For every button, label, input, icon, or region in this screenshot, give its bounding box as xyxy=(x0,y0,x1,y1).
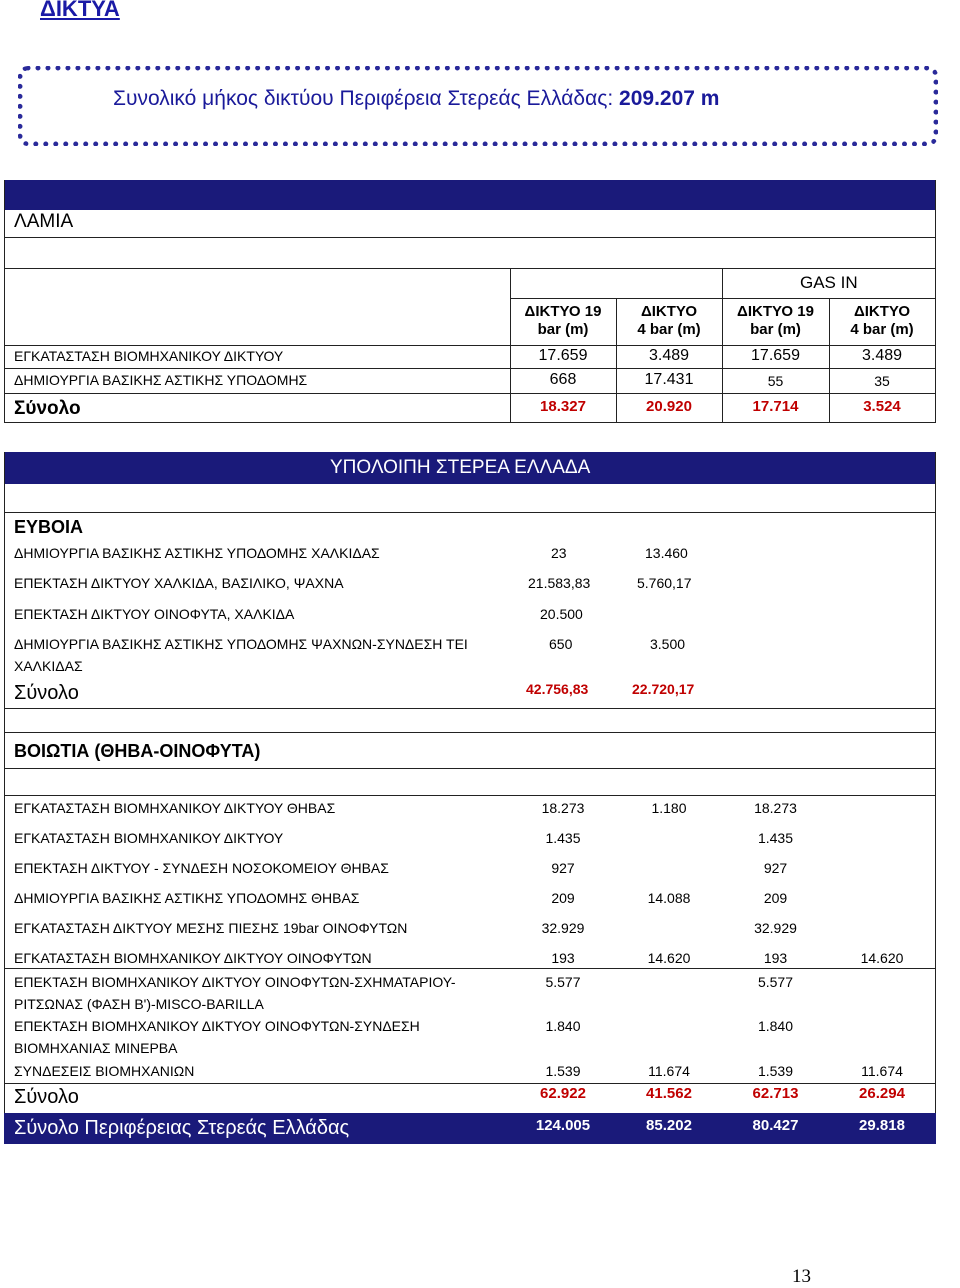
col-header: ΔΙΚΤΥΟ 4 bar (m) xyxy=(637,303,701,338)
row-value: 5.577 xyxy=(545,974,581,990)
row-value: 18.273 xyxy=(754,800,797,816)
row-value: 927 xyxy=(763,860,788,876)
row-label: ΕΠΕΚΤΑΣΗ ΒΙΟΜΗΧΑΝΙΚΟΥ ΔΙΚΤΥΟΥ ΟΙΝΟΦΥΤΩΝ-ΣΥΝΔΕΣΗ xyxy=(14,1018,420,1034)
col-header: ΔΙΚΤΥΟ 4 bar (m) xyxy=(850,303,914,338)
row-value: 1.539 xyxy=(757,1063,794,1079)
row-value: 18.273 xyxy=(541,800,585,816)
row-value: 1.840 xyxy=(545,1018,581,1034)
summary-box xyxy=(18,66,938,146)
row-value: 32.929 xyxy=(541,920,585,936)
row-value: 14.620 xyxy=(860,950,904,966)
row-label: ΕΓΚΑΤΑΣΤΑΣΗ ΔΙΚΤΥΟΥ ΜΕΣΗΣ ΠΙΕΣΗΣ 19bar ΟΙΝΟΦΥΤΩΝ xyxy=(14,920,408,936)
summary-label: Συνολικό μήκος δικτύου Περιφέρεια Στερεάς Ελλάδας: xyxy=(113,87,614,110)
row-value: 14.088 xyxy=(647,890,691,906)
row-value: 1.180 xyxy=(651,800,687,816)
row-divider xyxy=(4,968,936,969)
row-value: 193 xyxy=(551,950,575,966)
gas-in-label: GAS IN xyxy=(800,273,858,292)
page-number: 13 xyxy=(792,1266,811,1287)
row-value: 209 xyxy=(763,890,788,906)
col-header: ΔΙΚΤΥΟ 19 bar (m) xyxy=(737,303,814,338)
row-label: ΕΓΚΑΤΑΣΤΑΣΗ ΒΙΟΜΗΧΑΝΙΚΟΥ ΔΙΚΤΥΟΥ ΘΗΒΑΣ xyxy=(14,800,336,816)
row-label: ΕΓΚΑΤΑΣΤΑΣΗ ΒΙΟΜΗΧΑΝΙΚΟΥ ΔΙΚΤΥΟΥ ΟΙΝΟΦΥΤΩΝ xyxy=(14,950,372,966)
row-divider xyxy=(4,1083,936,1084)
row-label-cont: ΡΙΤΣΩΝΑΣ (ΦΑΣΗ Β')-MISCO-BARILLA xyxy=(14,996,264,1012)
row-value: 1.435 xyxy=(757,830,794,846)
page-heading: ΔΙΚΤΥΑ xyxy=(40,0,120,21)
row-value: 5.577 xyxy=(757,974,794,990)
row-value: 209 xyxy=(551,890,575,906)
summary-text xyxy=(113,87,719,111)
viotia-title: ΒΟΙΩΤΙΑ (ΘΗΒΑ-ΟΙΝΟΦΥΤΑ) xyxy=(14,741,261,761)
row-value: 1.840 xyxy=(757,1018,794,1034)
evia-title: ΕΥΒΟΙΑ xyxy=(14,517,84,537)
row-value: 1.435 xyxy=(545,830,581,846)
row-value: 32.929 xyxy=(754,920,797,936)
row-label: ΕΠΕΚΤΑΣΗ ΔΙΚΤΥΟΥ - ΣΥΝΔΕΣΗ ΝΟΣΟΚΟΜΕΙΟΥ ΘΗΒΑΣ xyxy=(14,860,389,876)
row-value: 193 xyxy=(763,950,788,966)
row-value: 927 xyxy=(551,860,575,876)
row-label: ΕΠΕΚΤΑΣΗ ΒΙΟΜΗΧΑΝΙΚΟΥ ΔΙΚΤΥΟΥ ΟΙΝΟΦΥΤΩΝ-ΣΧΗΜΑΤΑΡΙΟΥ- xyxy=(14,974,456,990)
row-label: ΕΓΚΑΤΑΣΤΑΣΗ ΒΙΟΜΗΧΑΝΙΚΟΥ ΔΙΚΤΥΟΥ xyxy=(14,830,284,846)
row-label: ΣΥΝΔΕΣΕΙΣ ΒΙΟΜΗΧΑΝΙΩΝ xyxy=(14,1063,195,1079)
row-value: 14.620 xyxy=(647,950,691,966)
row-value: 11.674 xyxy=(648,1063,690,1079)
lamia-header-bar xyxy=(4,180,936,210)
row-value: 11.674 xyxy=(861,1063,903,1079)
row-label-cont: ΒΙΟΜΗΧΑΝΙΑΣ ΜΙΝΕΡΒΑ xyxy=(14,1040,178,1056)
col-header: ΔΙΚΤΥΟ 19 bar (m) xyxy=(524,303,602,338)
summary-value: 209.207 m xyxy=(619,87,720,110)
rest-title: ΥΠΟΛΟΙΠΗ ΣΤΕΡΕΑ ΕΛΛΑΔΑ xyxy=(330,457,591,478)
lamia-title: ΛΑΜΙΑ xyxy=(14,211,74,232)
row-value: 1.539 xyxy=(545,1063,581,1079)
row-label: ΔΗΜΙΟΥΡΓΙΑ ΒΑΣΙΚΗΣ ΑΣΤΙΚΗΣ ΥΠΟΔΟΜΗΣ ΘΗΒΑΣ xyxy=(14,890,360,906)
